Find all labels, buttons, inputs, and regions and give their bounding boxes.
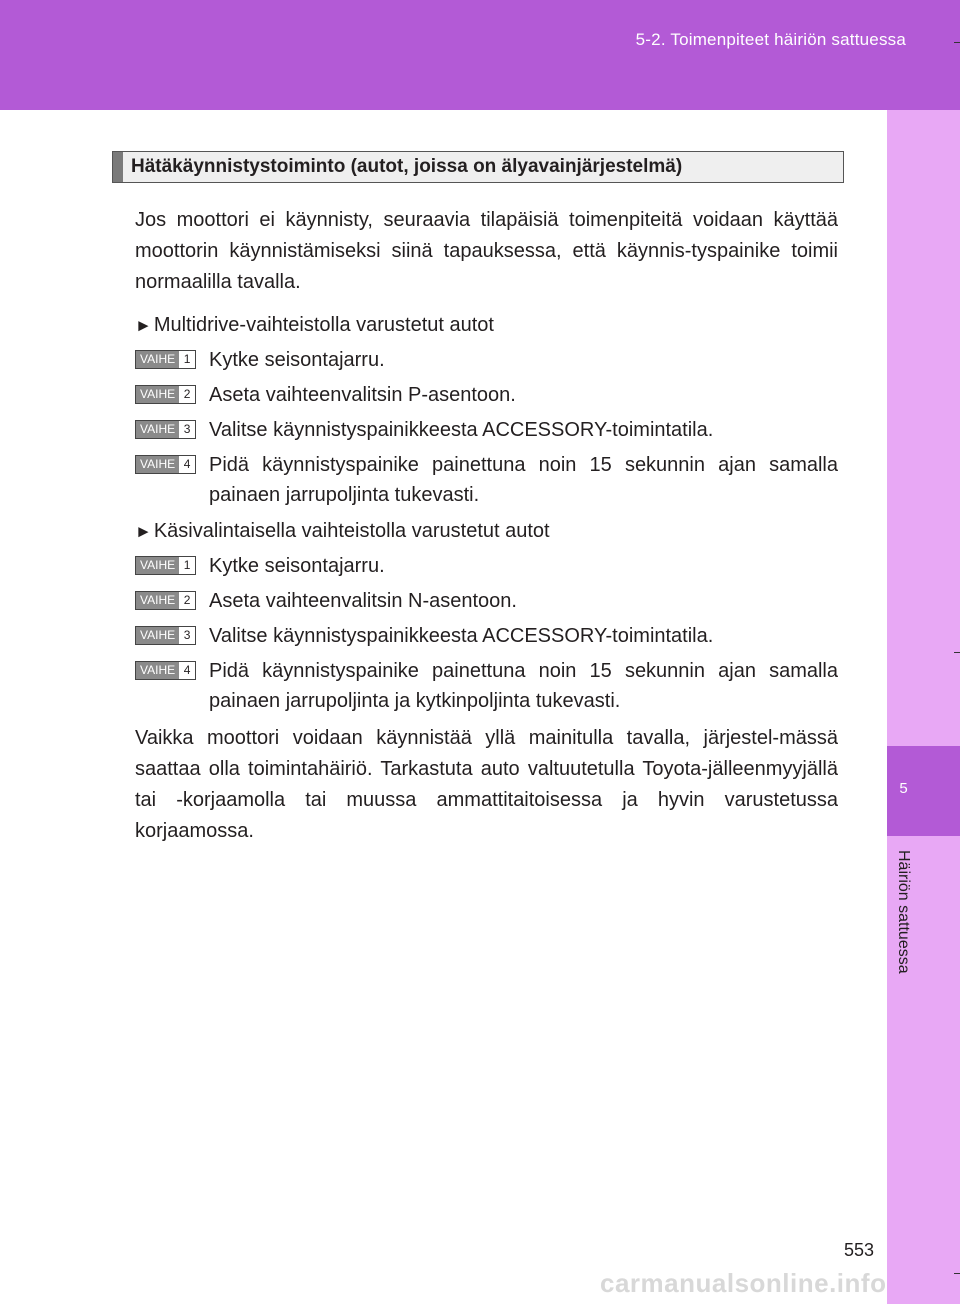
header-title: 5-2. Toimenpiteet häiriön sattuessa <box>635 30 906 49</box>
step-badge-label: VAIHE <box>136 592 179 609</box>
crop-mark <box>954 1273 960 1274</box>
step-text: Pidä käynnistyspainike painettuna noin 15 sekunnin ajan samalla painaen jarrupoljinta tukevasti. <box>209 454 838 506</box>
step-badge <box>135 661 196 680</box>
step-badge-label: VAIHE <box>136 557 179 574</box>
crop-mark <box>954 42 960 43</box>
triangle-bullet-icon: ► <box>135 316 152 335</box>
step-badge-number: 2 <box>179 386 195 403</box>
group-heading-text: Käsivalintaisella vaihteistolla varustetut autot <box>153 520 550 542</box>
step-badge-number: 3 <box>179 421 195 438</box>
step-text: Aseta vaihteenvalitsin N-asentoon. <box>209 590 517 612</box>
step-badge <box>135 556 196 575</box>
chapter-sidebar <box>887 110 960 1304</box>
step-badge <box>135 350 196 369</box>
step-badge <box>135 420 196 439</box>
step-badge <box>135 455 196 474</box>
step-item <box>135 621 838 651</box>
step-badge-number: 4 <box>179 662 195 679</box>
section-title-bar <box>113 152 123 182</box>
step-text: Aseta vaihteenvalitsin P-asentoon. <box>209 384 516 406</box>
step-badge-label: VAIHE <box>136 351 179 368</box>
step-badge-label: VAIHE <box>136 662 179 679</box>
step-badge-number: 4 <box>179 456 195 473</box>
step-text: Valitse käynnistyspainikkeesta ACCESSORY-toimintatila. <box>209 419 714 441</box>
step-badge-label: VAIHE <box>136 456 179 473</box>
group-heading <box>135 314 494 337</box>
step-item <box>135 586 838 616</box>
step-badge-label: VAIHE <box>136 421 179 438</box>
closing-paragraph: Vaikka moottori voidaan käynnistää yllä mainitulla tavalla, järjestel-mässä saattaa olla toimintahäiriö. Tarkastuta auto valtuutetulla Toyota-jälleenmyyjällä tai -korjaamolla tai muussa ammattitaitoisessa ja hyvin varustetussa korjaamossa. <box>135 727 838 842</box>
step-badge-label: VAIHE <box>136 386 179 403</box>
intro-paragraph: Jos moottori ei käynnisty, seuraavia tilapäisiä toimenpiteitä voidaan käyttää moottorin käynnistämiseksi siinä tapauksessa, että käynnis-tyspainike toimii normaalilla tavalla. <box>135 209 838 293</box>
watermark: carmanualsonline.info <box>600 1268 887 1298</box>
step-text: Valitse käynnistyspainikkeesta ACCESSORY-toimintatila. <box>209 625 714 647</box>
step-item <box>135 551 838 581</box>
step-item <box>135 380 838 410</box>
step-badge-number: 2 <box>179 592 195 609</box>
step-text: Pidä käynnistyspainike painettuna noin 15 sekunnin ajan samalla painaen jarrupoljinta ja kytkinpoljinta tukevasti. <box>209 660 838 712</box>
group-heading-text: Multidrive-vaihteistolla varustetut autot <box>153 314 494 336</box>
step-item <box>135 450 838 510</box>
page-number: 553 <box>843 1240 874 1260</box>
step-badge <box>135 591 196 610</box>
group-heading <box>135 520 550 543</box>
step-badge-number: 1 <box>179 351 195 368</box>
step-item <box>135 415 838 445</box>
triangle-bullet-icon: ► <box>135 522 152 541</box>
chapter-tab <box>887 746 960 836</box>
step-text: Kytke seisontajarru. <box>209 349 385 371</box>
chapter-number: 5 <box>899 780 908 797</box>
step-badge-label: VAIHE <box>136 627 179 644</box>
step-badge-number: 3 <box>179 627 195 644</box>
step-item <box>135 656 838 716</box>
step-badge <box>135 626 196 645</box>
section-title: Hätäkäynnistystoiminto (autot, joissa on älyavainjärjestelmä) <box>131 156 683 177</box>
step-badge <box>135 385 196 404</box>
section-title-box <box>112 151 844 183</box>
page-header <box>0 0 960 110</box>
step-badge-number: 1 <box>179 557 195 574</box>
step-item <box>135 345 838 375</box>
crop-mark <box>954 652 960 653</box>
chapter-label: Häiriön sattuessa <box>895 850 912 974</box>
step-text: Kytke seisontajarru. <box>209 555 385 577</box>
